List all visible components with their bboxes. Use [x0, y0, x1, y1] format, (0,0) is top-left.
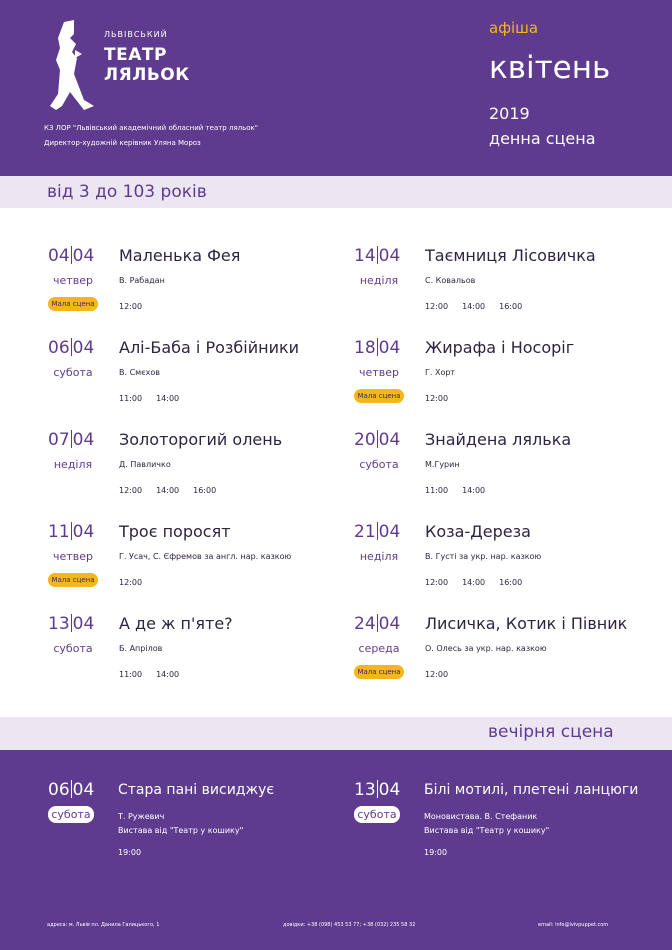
event-date: 14 04	[354, 246, 401, 266]
event-times	[425, 394, 462, 403]
month-title: квітень	[489, 50, 611, 86]
event-item	[48, 522, 348, 608]
event-time: 14:00	[462, 578, 486, 587]
event-times	[119, 302, 156, 311]
org-name: ТЕАТР ЛЯЛЬОК	[104, 45, 190, 85]
event-item	[354, 614, 654, 700]
event-times	[425, 302, 536, 311]
event-date: 21 04	[354, 522, 401, 542]
small-stage-badge: Мала сцена	[354, 665, 404, 679]
event-date: 24 04	[354, 614, 401, 634]
event-date: 07 04	[48, 430, 95, 450]
stage-label: денна сцена	[489, 129, 596, 148]
event-date: 11 04	[48, 522, 95, 542]
event-date: 18 04	[354, 338, 401, 358]
event-times	[425, 486, 499, 495]
event-weekday: четвер	[359, 366, 399, 379]
evening-event-item	[354, 780, 654, 870]
age-band	[0, 176, 672, 208]
event-item	[354, 246, 654, 332]
event-date: 06 04	[48, 338, 95, 358]
small-stage-badge: Мала сцена	[48, 297, 98, 311]
event-title: Троє поросят	[119, 522, 231, 541]
event-time: 16:00	[193, 486, 217, 495]
event-weekday: четвер	[53, 274, 93, 287]
event-author: Т. Ружевич	[118, 812, 165, 821]
event-time: 19:00	[118, 848, 142, 857]
event-time: 12:00	[119, 578, 143, 587]
event-date: 06 04	[48, 780, 95, 800]
event-item	[354, 430, 654, 516]
event-time: 12:00	[119, 302, 143, 311]
event-time: 11:00	[119, 670, 143, 679]
event-item	[354, 522, 654, 608]
event-weekday: субота	[53, 366, 93, 379]
event-time: 19:00	[424, 848, 448, 857]
event-title: Знайдена лялька	[425, 430, 572, 449]
event-note: Вистава від "Театр у кошику"	[118, 826, 244, 835]
event-time: 16:00	[499, 302, 523, 311]
event-author: Б. Апрілов	[119, 644, 163, 653]
event-date: 13 04	[354, 780, 401, 800]
header	[0, 0, 672, 176]
event-time: 12:00	[425, 302, 449, 311]
event-author: В. Смєхов	[119, 368, 160, 377]
event-item	[354, 338, 654, 424]
event-title: Жирафа і Носоріг	[425, 338, 575, 357]
theatre-logo-icon	[44, 20, 100, 112]
event-time: 12:00	[425, 670, 449, 679]
event-weekday: субота	[359, 458, 399, 471]
event-author: С. Ковальов	[425, 276, 476, 285]
event-title: Стара пані висиджує	[118, 782, 275, 798]
event-times	[119, 670, 193, 679]
event-title: А де ж п'яте?	[119, 614, 233, 633]
event-weekday: субота	[48, 806, 94, 823]
evening-stage-title: вечірня сцена	[488, 722, 614, 742]
event-author: В. Рабадан	[119, 276, 165, 285]
event-title: Маленька Фея	[119, 246, 241, 265]
event-weekday: неділя	[359, 274, 399, 287]
event-time: 14:00	[462, 486, 486, 495]
event-time: 14:00	[462, 302, 486, 311]
event-times	[425, 578, 536, 587]
event-title: Золоторогий олень	[119, 430, 283, 449]
event-time: 12:00	[119, 486, 143, 495]
event-author: О. Олесь за укр. нар. казкою	[425, 644, 547, 653]
event-weekday: неділя	[53, 458, 93, 471]
age-range: від 3 до 103 років	[47, 182, 207, 202]
small-stage-badge: Мала сцена	[48, 573, 98, 587]
event-title: Лисичка, Котик і Півник	[425, 614, 628, 633]
event-title: Алі-Баба і Розбійники	[119, 338, 300, 357]
event-item	[48, 430, 348, 516]
footer-phones: довідки: +38 (098) 453 53 77; +38 (032) 235 58 32	[283, 922, 416, 928]
event-time: 16:00	[499, 578, 523, 587]
event-note: Вистава від "Театр у кошику"	[424, 826, 550, 835]
small-stage-badge: Мала сцена	[354, 389, 404, 403]
event-time: 12:00	[425, 578, 449, 587]
event-date: 04 04	[48, 246, 95, 266]
event-times	[119, 394, 193, 403]
event-author: Д. Павличко	[119, 460, 171, 469]
event-times	[119, 578, 156, 587]
event-time: 14:00	[156, 486, 180, 495]
event-weekday: четвер	[53, 550, 93, 563]
event-weekday: субота	[354, 806, 400, 823]
event-author: М.Гурин	[425, 460, 460, 469]
event-times	[425, 670, 462, 679]
event-item	[48, 246, 348, 332]
event-title: Білі мотилі, плетені ланцюги	[424, 782, 639, 798]
event-weekday: субота	[53, 642, 93, 655]
event-title: Таємниця Лісовичка	[425, 246, 596, 265]
evening-band	[0, 717, 672, 750]
footer-address: адреса: м. Львів пл. Данила Галицького, 1	[47, 922, 160, 928]
event-weekday: середа	[358, 642, 400, 655]
event-time: 11:00	[425, 486, 449, 495]
event-item	[48, 338, 348, 424]
event-weekday: неділя	[359, 550, 399, 563]
event-item	[48, 614, 348, 700]
event-date: 20 04	[354, 430, 401, 450]
footer-email: email: info@lvivpuppet.com	[538, 922, 609, 928]
event-author: Моновистава. В. Стефаник	[424, 812, 538, 821]
event-author: Г. Хорт	[425, 368, 456, 377]
evening-event-item	[48, 780, 348, 870]
event-time: 12:00	[425, 394, 449, 403]
event-time: 14:00	[156, 670, 180, 679]
event-time: 14:00	[156, 394, 180, 403]
event-date: 13 04	[48, 614, 95, 634]
event-title: Коза-Дереза	[425, 522, 531, 541]
afisha-label: афіша	[489, 19, 539, 37]
event-time: 11:00	[119, 394, 143, 403]
event-author: В. Густі за укр. нар. казкою	[425, 552, 542, 561]
evening-section	[0, 750, 672, 950]
year: 2019	[489, 104, 530, 123]
event-author: Г. Усач, С. Єфремов за англ. нар. казкою	[119, 552, 292, 561]
org-name-small: ЛЬВІВСЬКИЙ	[104, 30, 168, 39]
legal-info: КЗ ЛОР "Львівський академічний обласний театр ляльок" Директор-художній керівник Уляна Мороз	[44, 124, 258, 147]
event-times	[119, 486, 230, 495]
